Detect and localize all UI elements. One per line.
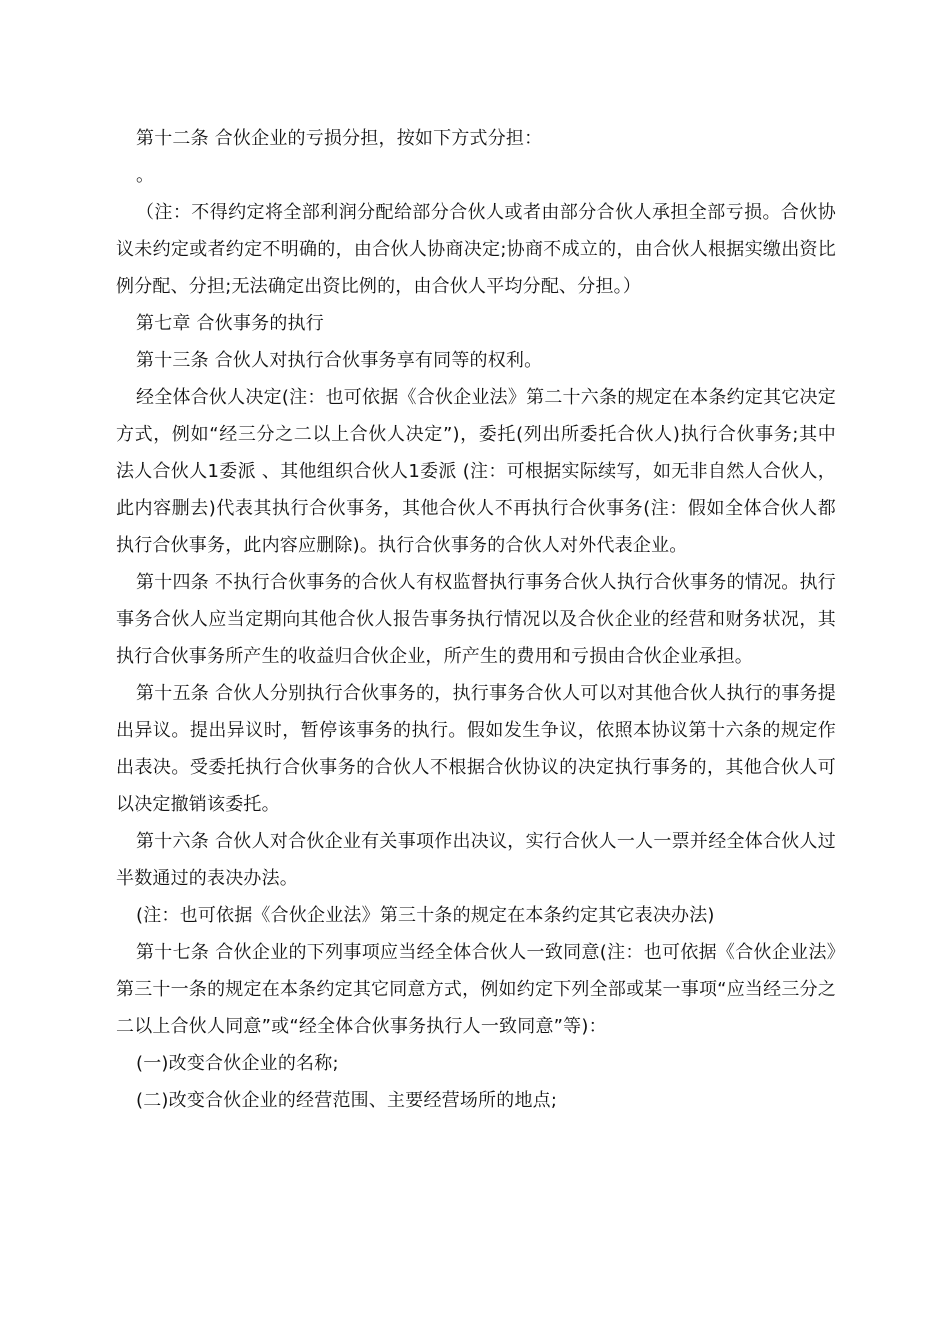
article-15: 第十五条 合伙人分别执行合伙事务的，执行事务合伙人可以对其他合伙人执行的事务提出异议。提出异议时，暂停该事务的执行。假如发生争议，依照本协议第十六条的规定作出表决。受委托执行合伙事务的合伙人不根据合伙协议的决定执行事务的，其他合伙人可以决定撤销该委托。 [116, 683, 836, 815]
article-17-item-2: (二)改变合伙企业的经营范围、主要经营场所的地点; [136, 1090, 558, 1111]
article-13: 第十三条 合伙人对执行合伙事务享有同等的权利。 [136, 350, 543, 371]
chapter-7-heading: 第七章 合伙事务的执行 [136, 313, 324, 334]
article-17-item-1: (一)改变合伙企业的名称; [136, 1053, 339, 1074]
article-12: 第十二条 合伙企业的亏损分担，按如下方式分担： [136, 128, 543, 149]
article-12-note: （注：不得约定将全部利润分配给部分合伙人或者由部分合伙人承担全部亏损。合伙协议未约定或者约定不明确的，由合伙人协商决定;协商不成立的，由合伙人根据实缴出资比例分配、分担;无法确定出资比例的，由合伙人平均分配、分担。） [116, 202, 836, 297]
article-16-note: (注：也可依据《合伙企业法》第三十条的规定在本条约定其它表决办法) [136, 905, 715, 926]
article-16: 第十六条 合伙人对合伙企业有关事项作出决议，实行合伙人一人一票并经全体合伙人过半数通过的表决办法。 [116, 831, 836, 889]
document-body [116, 120, 836, 1119]
article-12-blank-clause: 。 [136, 165, 155, 186]
article-13-delegation: 经全体合伙人决定(注：也可依据《合伙企业法》第二十六条的规定在本条约定其它决定方式，例如“经三分之二以上合伙人决定”)，委托(列出所委托合伙人)执行合伙事务;其中法人合伙人1委派 、其他组织合伙人1委派 (注：可根据实际续写，如无非自然人合伙人，此内容删去)代表其执行合伙事务，其他合伙人不再执行合伙事务(注：假如全体合伙人都执行合伙事务，此内容应删除)。执行合伙事务的合伙人对外代表企业。 [116, 387, 836, 556]
article-14: 第十四条 不执行合伙事务的合伙人有权监督执行事务合伙人执行合伙事务的情况。执行事务合伙人应当定期向其他合伙人报告事务执行情况以及合伙企业的经营和财务状况，其执行合伙事务所产生的收益归合伙企业，所产生的费用和亏损由合伙企业承担。 [116, 572, 836, 667]
article-17: 第十七条 合伙企业的下列事项应当经全体合伙人一致同意(注：也可依据《合伙企业法》第三十一条的规定在本条约定其它同意方式，例如约定下列全部或某一事项“应当经三分之二以上合伙人同意”或“经全体合伙事务执行人一致同意”等)： [116, 942, 836, 1037]
